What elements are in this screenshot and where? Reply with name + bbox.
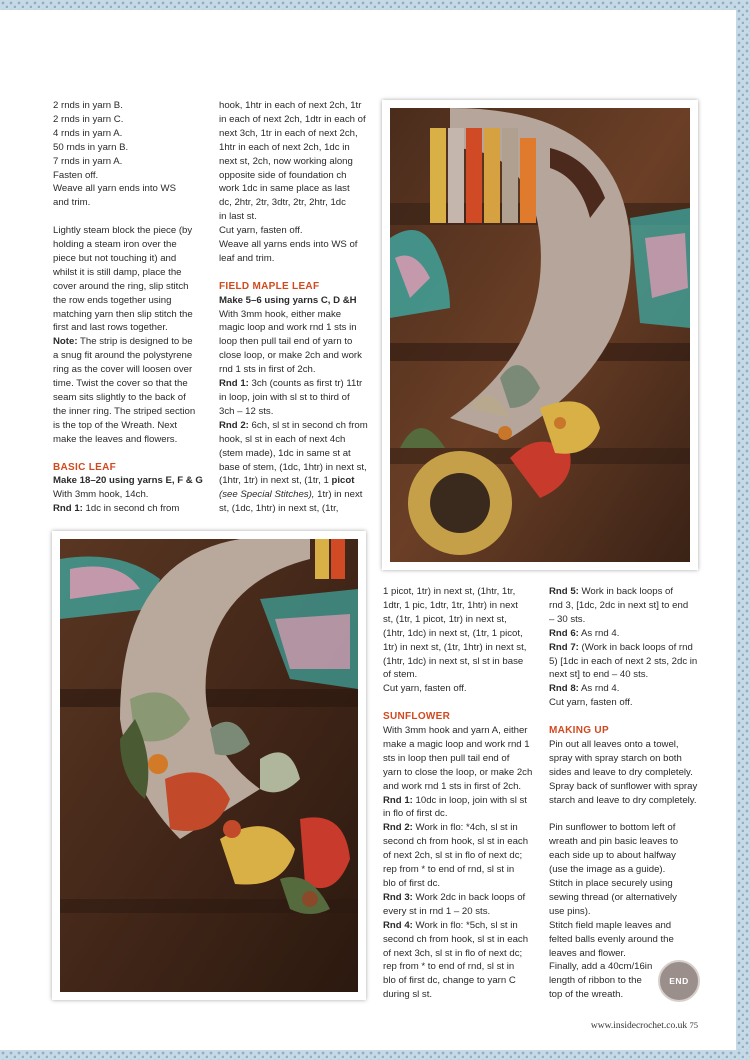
text-line: top of the wreath. bbox=[549, 989, 624, 1001]
sun-rnd4 bbox=[383, 919, 548, 933]
text-line: piece but not touching it) and bbox=[53, 252, 177, 264]
wreath-image-bottom bbox=[60, 539, 358, 992]
field-maple-heading: FIELD MAPLE LEAF bbox=[219, 280, 320, 292]
text-line: wreath and pin basic leaves to bbox=[549, 836, 679, 848]
text-line: (use the image as a guide). bbox=[549, 864, 666, 876]
text-line: dc, 2htr, 2tr, 3dtr, 2tr, 2htr, 1dc bbox=[219, 197, 346, 209]
text-line: Finally, add a 40cm/16in bbox=[549, 961, 653, 973]
text-line: leaves and flower. bbox=[549, 947, 626, 959]
rnd-label: Rnd 5: bbox=[549, 586, 579, 597]
decorative-right-border bbox=[736, 0, 750, 1060]
text-line: magic loop and work rnd 1 sts in bbox=[219, 322, 357, 334]
field-rnd2 bbox=[219, 419, 379, 433]
col1-para2 bbox=[53, 224, 213, 335]
rnd-text: Work in flo: *5ch, sl st in bbox=[412, 919, 518, 931]
text-line: loop then pull tail end of yarn to bbox=[219, 336, 353, 348]
field-maple-make: Make 5–6 using yarns C, D &H bbox=[219, 294, 357, 306]
rnd-label: Rnd 1: bbox=[53, 503, 83, 515]
column-4 bbox=[549, 585, 709, 1002]
special-stitches-ref: (see Special Stitches), bbox=[219, 489, 315, 501]
text-line: 5) [1dc in each of next 2 sts, 2dc in bbox=[549, 655, 698, 667]
text-line: (1htr, 1dc) in next st, sl st in base bbox=[383, 655, 524, 667]
text-line: rep from * to end of rnd, sl st in bbox=[383, 864, 515, 876]
text-line: holding a steam iron over the bbox=[53, 239, 177, 251]
rnd-label: Rnd 3: bbox=[383, 891, 413, 903]
note-rest bbox=[53, 349, 213, 446]
text-line: leaf and trim. bbox=[219, 252, 275, 264]
sun-rnd8 bbox=[549, 682, 709, 696]
col3-lines1 bbox=[383, 585, 548, 696]
text-line: Cut yarn, fasten off. bbox=[549, 697, 633, 709]
sun-rnd6 bbox=[549, 627, 709, 641]
text-line: work 1dc in same place as last bbox=[219, 183, 350, 195]
sun-rnd7 bbox=[549, 641, 709, 655]
text-line: blo of first dc, change to yarn C bbox=[383, 975, 516, 987]
text-line: the row ends together using bbox=[53, 294, 172, 306]
sun-rnd5 bbox=[549, 585, 709, 599]
text-line: second ch from hook, sl st in each bbox=[383, 836, 529, 848]
rnd-label: Rnd 2: bbox=[383, 822, 413, 834]
text-line: Spray back of sunflower with spray bbox=[549, 780, 698, 792]
rnd-label: Rnd 7: bbox=[549, 641, 579, 653]
text-line: and trim. bbox=[53, 197, 91, 209]
text-line: starch and leave to dry completely. bbox=[549, 794, 697, 806]
rnd-text: Work 2dc in back loops of bbox=[412, 891, 526, 903]
sun-rnd1 bbox=[383, 794, 548, 808]
text-line: next st] to end – 40 sts. bbox=[549, 669, 649, 681]
text-line: 2 rnds in yarn C. bbox=[53, 113, 124, 125]
text-line: whilst it is still damp, place the bbox=[53, 266, 182, 278]
text-line: of stem. bbox=[383, 669, 418, 681]
sun-rnd3 bbox=[383, 891, 548, 905]
text-line: Pin out all leaves onto a towel, bbox=[549, 738, 679, 750]
text-line: in each of next 2ch, 1dtr in each of bbox=[219, 113, 366, 125]
rnd-text: Work in back loops of bbox=[578, 586, 674, 597]
text-line: 1dtr, 1 pic, 1dtr, 1tr, 1htr) in next bbox=[383, 599, 518, 611]
text-line: Lightly steam block the piece (by bbox=[53, 225, 193, 237]
text-line: base of stem, (1dc, 1htr) in next st, bbox=[219, 461, 367, 473]
text-line: use pins). bbox=[549, 905, 591, 917]
making-para-1 bbox=[549, 738, 709, 808]
decorative-top-border bbox=[0, 0, 750, 10]
wreath-image-top bbox=[390, 108, 690, 562]
sun-rnd5-rest bbox=[549, 599, 709, 627]
text-line: blo of first dc. bbox=[383, 878, 441, 890]
text-line: sewing thread (or alternatively bbox=[549, 891, 677, 903]
text-line: opposite side of foundation ch bbox=[219, 169, 347, 181]
rnd-text: 10dc in loop, join with sl st bbox=[412, 794, 527, 806]
rnd-text: As rnd 4. bbox=[578, 683, 620, 695]
column-2 bbox=[219, 99, 379, 516]
rnd-label: Rnd 4: bbox=[383, 919, 413, 931]
basic-leaf-heading: BASIC LEAF bbox=[53, 461, 116, 473]
rnd-label: Rnd 6: bbox=[549, 627, 579, 639]
sun-rnd7-rest bbox=[549, 655, 709, 683]
text-line: With 3mm hook and yarn A, either bbox=[383, 725, 528, 737]
text-line: the inner ring. The striped section bbox=[53, 405, 196, 417]
picot-word: picot bbox=[331, 475, 355, 487]
text-line: in last st. bbox=[219, 211, 257, 223]
text-line: a snug fit around the polystyrene bbox=[53, 350, 193, 362]
text-line: next st, 2ch, now working along bbox=[219, 155, 353, 167]
decorative-bottom-border bbox=[0, 1050, 750, 1060]
sun-intro bbox=[383, 724, 548, 794]
text-line: each side up to about halfway bbox=[549, 850, 676, 862]
text-line: Cut yarn, fasten off. bbox=[383, 683, 467, 695]
text-line: – 30 sts. bbox=[549, 613, 586, 625]
text-line: and work rnd 1 sts in first of 2ch. bbox=[383, 780, 522, 792]
sunflower-heading: SUNFLOWER bbox=[383, 711, 451, 723]
text-line: first and last rows together. bbox=[53, 322, 168, 334]
text-line: next 3ch, 1tr in each of next 2ch, bbox=[219, 127, 358, 139]
rnd-label: Rnd 8: bbox=[549, 683, 579, 695]
text-line: seam sits slightly to the back of bbox=[53, 392, 186, 404]
text-line: Pin sunflower to bottom left of bbox=[549, 822, 676, 834]
text-line: felted balls evenly around the bbox=[549, 933, 674, 945]
field-rnd2-last: st, (1dc, 1htr) in next st, (1tr, bbox=[219, 503, 339, 515]
text-line: Fasten off. bbox=[53, 169, 99, 181]
rnd-label: Rnd 2: bbox=[219, 419, 249, 431]
text-line: With 3mm hook, either make bbox=[219, 308, 342, 320]
text-line: Weave all yarn ends into WS bbox=[53, 183, 176, 195]
text-line: yarn to close the loop, or make 2ch bbox=[383, 766, 533, 778]
text-line: time. Twist the cover so that the bbox=[53, 378, 188, 390]
text-line: make the leaves and flowers. bbox=[53, 433, 178, 445]
basic-leaf-hook: With 3mm hook, 14ch. bbox=[53, 489, 149, 501]
rnd-text: 1dc in second ch from bbox=[82, 503, 180, 515]
text-line: 2 rnds in yarn B. bbox=[53, 100, 123, 111]
text-line: close loop, or make 2ch and work bbox=[219, 350, 362, 362]
rnd-label: Rnd 1: bbox=[219, 378, 249, 390]
text-line: Weave all yarns ends into WS of bbox=[219, 239, 358, 251]
wreath-photo-top bbox=[382, 100, 698, 570]
col1-lines1 bbox=[53, 99, 213, 210]
page-footer bbox=[591, 1020, 698, 1031]
note-label: Note: bbox=[53, 336, 78, 348]
field-rnd2-rest bbox=[219, 433, 379, 475]
text-line: (stem made), 1dc in same st at bbox=[219, 447, 351, 459]
text-line: (1htr, 1dc) in next st, (1tr, 1 picot, bbox=[383, 627, 523, 639]
text-line: length of ribbon to the bbox=[549, 975, 642, 987]
sun-rnd2 bbox=[383, 821, 548, 835]
rnd-text: 6ch, sl st in second ch from bbox=[248, 419, 368, 431]
text-line: rep from * to end of rnd, sl st in bbox=[383, 961, 515, 973]
text-line: second ch from hook, sl st in each bbox=[383, 933, 529, 945]
field-rnd2-picot-line bbox=[219, 474, 379, 488]
sun-rnd8-rest bbox=[549, 696, 709, 710]
wreath-photo-bottom bbox=[52, 531, 366, 1000]
text-line: sts in loop then pull tail end of bbox=[383, 752, 510, 764]
field-rnd1 bbox=[219, 377, 379, 391]
text-line: spray with spray starch on both bbox=[549, 752, 682, 764]
end-badge: END bbox=[658, 960, 700, 1002]
text-line: is the top of the Wreath. Next bbox=[53, 419, 178, 431]
sun-rnd1-rest bbox=[383, 807, 548, 821]
text-line: ring as the cover will loosen over bbox=[53, 364, 193, 376]
text-line: Stitch in place securely using bbox=[549, 878, 673, 889]
field-intro bbox=[219, 308, 379, 378]
text-line: 1tr) in next st, (1tr, 1htr) in next st, bbox=[383, 641, 527, 653]
text-line: every st in rnd 1 – 20 sts. bbox=[383, 905, 491, 917]
text-line: 1 picot, 1tr) in next st, (1htr, 1tr, bbox=[383, 586, 516, 597]
text-line: matching yarn then slip stitch the bbox=[53, 308, 193, 320]
text-line: make a magic loop and work rnd 1 bbox=[383, 738, 530, 750]
rnd-text: (Work in back loops of rnd bbox=[578, 641, 693, 653]
making-up-heading: MAKING UP bbox=[549, 725, 609, 737]
col2-lines1 bbox=[219, 99, 379, 266]
rnd-text: Work in flo: *4ch, sl st in bbox=[412, 822, 518, 834]
text-line: in loop, join with sl st to third of bbox=[219, 392, 350, 404]
text-line: Cut yarn, fasten off. bbox=[219, 225, 303, 237]
text-line: Stitch field maple leaves and bbox=[549, 919, 672, 931]
text-line: st, (1tr, 1 picot, 1tr) in next st, bbox=[383, 613, 507, 625]
text-line: in flo of first dc. bbox=[383, 808, 448, 820]
note-first: The strip is designed to be bbox=[77, 336, 193, 348]
basic-leaf-rnd1 bbox=[53, 502, 213, 516]
sun-rnd3-rest bbox=[383, 905, 548, 919]
field-rnd1-rest bbox=[219, 391, 379, 419]
text-line: rnd 3, [1dc, 2dc in next st] to end bbox=[549, 599, 689, 611]
sun-rnd2-rest bbox=[383, 835, 548, 891]
basic-leaf-make: Make 18–20 using yarns E, F & G bbox=[53, 475, 203, 487]
text-line: 4 rnds in yarn A. bbox=[53, 127, 123, 139]
text-line: hook, 1htr in each of next 2ch, 1tr bbox=[219, 100, 362, 111]
text-line: sides and leave to dry completely. bbox=[549, 766, 693, 778]
picot-pre: (1htr, 1tr) in next st, (1tr, 1 bbox=[219, 475, 332, 487]
text-line: hook, sl st in each of next 4ch bbox=[219, 433, 346, 445]
footer-url[interactable]: www.insidecrochet.co.uk bbox=[590, 1021, 688, 1031]
text-line: 7 rnds in yarn A. bbox=[53, 155, 123, 167]
rnd-label: Rnd 1: bbox=[383, 794, 413, 806]
column-3 bbox=[383, 585, 548, 1002]
text-line: during sl st. bbox=[383, 989, 433, 1001]
field-rnd2-italic-line bbox=[219, 488, 379, 502]
text-line: 1htr in each of next 2ch, 1dc in bbox=[219, 141, 350, 153]
rnd-text: 3ch (counts as first tr) 11tr bbox=[248, 378, 363, 390]
text-line: of next 3ch, sl st in flo of next dc; bbox=[383, 947, 523, 959]
page-number: 75 bbox=[689, 1020, 698, 1030]
column-1 bbox=[53, 99, 213, 516]
note-line bbox=[53, 335, 213, 349]
sun-rnd4-rest bbox=[383, 933, 548, 1003]
text-line: of next 2ch, sl st in flo of next dc; bbox=[383, 850, 523, 862]
text-line: 3ch – 12 sts. bbox=[219, 405, 274, 417]
rnd-text: As rnd 4. bbox=[578, 627, 620, 639]
text-line: rnd 1 sts in first of 2ch. bbox=[219, 364, 316, 376]
text-line: cover around the ring, slip stitch bbox=[53, 280, 189, 292]
after-italic: 1tr) in next bbox=[314, 489, 363, 501]
text-line: 50 rnds in yarn B. bbox=[53, 141, 129, 153]
